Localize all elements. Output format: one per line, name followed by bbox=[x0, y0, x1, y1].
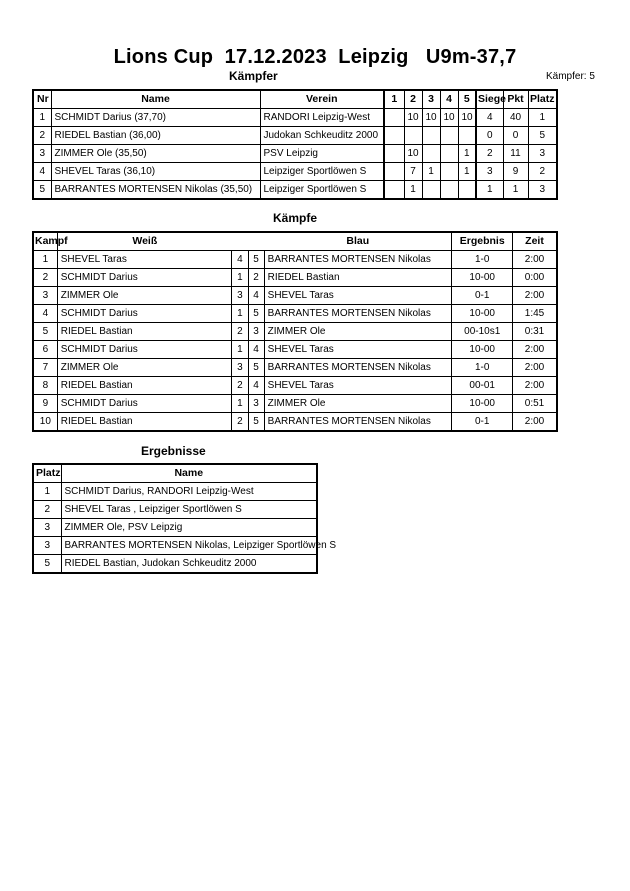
fight-white-nr: 2 bbox=[232, 377, 248, 395]
col-header-fight: Kampf bbox=[33, 232, 57, 251]
col-header-place: Platz bbox=[528, 90, 557, 109]
fighter-row bbox=[33, 109, 557, 127]
result-row bbox=[33, 501, 317, 519]
fighter-place: 1 bbox=[528, 109, 557, 127]
fight-row bbox=[33, 269, 557, 287]
fight-blue-name: ZIMMER Ole bbox=[264, 395, 452, 413]
score-cell-2: 1 bbox=[404, 181, 422, 200]
fight-white-name: ZIMMER Ole bbox=[57, 359, 232, 377]
fighter-club: PSV Leipzig bbox=[260, 145, 384, 163]
fight-time: 2:00 bbox=[513, 251, 558, 269]
col-header-name: Name bbox=[61, 464, 317, 483]
fight-white-name: RIEDEL Bastian bbox=[57, 323, 232, 341]
fight-blue-name: SHEVEL Taras bbox=[264, 341, 452, 359]
fight-white-nr: 2 bbox=[232, 323, 248, 341]
col-header-place: Platz bbox=[33, 464, 61, 483]
fight-white-name: SCHMIDT Darius bbox=[57, 341, 232, 359]
fighter-place: 2 bbox=[528, 163, 557, 181]
col-header-result: Ergebnis bbox=[452, 232, 513, 251]
score-cell-5 bbox=[458, 181, 476, 200]
fight-number: 10 bbox=[33, 413, 57, 432]
fight-result: 0-1 bbox=[452, 287, 513, 305]
fight-row bbox=[33, 359, 557, 377]
result-row bbox=[33, 555, 317, 574]
fight-row bbox=[33, 377, 557, 395]
fights-section-title: Kämpfe bbox=[273, 211, 318, 225]
fighters-table bbox=[32, 89, 558, 200]
fight-white-name: SCHMIDT Darius bbox=[57, 395, 232, 413]
fighter-row bbox=[33, 127, 557, 145]
score-cell-2: 10 bbox=[404, 109, 422, 127]
fight-blue-name: BARRANTES MORTENSEN Nikolas bbox=[264, 413, 452, 432]
fight-result: 00-10s1 bbox=[452, 323, 513, 341]
fighter-points: 1 bbox=[503, 181, 528, 200]
score-cell-3 bbox=[422, 127, 440, 145]
score-cell-5: 1 bbox=[458, 145, 476, 163]
result-name: RIEDEL Bastian, Judokan Schkeuditz 2000 bbox=[61, 555, 317, 574]
col-header-1: 1 bbox=[384, 90, 404, 109]
fighter-name: SHEVEL Taras (36,10) bbox=[51, 163, 260, 181]
fight-result: 10-00 bbox=[452, 395, 513, 413]
fighter-place: 5 bbox=[528, 127, 557, 145]
fighter-place: 3 bbox=[528, 145, 557, 163]
fight-number: 8 bbox=[33, 377, 57, 395]
fight-number: 4 bbox=[33, 305, 57, 323]
fighter-wins: 1 bbox=[476, 181, 503, 200]
score-cell-4 bbox=[440, 127, 458, 145]
fight-blue-nr: 4 bbox=[248, 377, 264, 395]
col-header-4: 4 bbox=[440, 90, 458, 109]
fight-blue-name: BARRANTES MORTENSEN Nikolas bbox=[264, 305, 452, 323]
fight-result: 1-0 bbox=[452, 359, 513, 377]
score-cell-5: 10 bbox=[458, 109, 476, 127]
fight-white-nr: 1 bbox=[232, 305, 248, 323]
result-place: 3 bbox=[33, 537, 61, 555]
fighter-points: 40 bbox=[503, 109, 528, 127]
fighter-club: Judokan Schkeuditz 2000 bbox=[260, 127, 384, 145]
fight-row bbox=[33, 323, 557, 341]
score-cell-3 bbox=[422, 145, 440, 163]
fight-time: 0:31 bbox=[513, 323, 558, 341]
fight-time: 0:00 bbox=[513, 269, 558, 287]
fighter-points: 11 bbox=[503, 145, 528, 163]
fighter-name: BARRANTES MORTENSEN Nikolas (35,50) bbox=[51, 181, 260, 200]
fight-result: 00-01 bbox=[452, 377, 513, 395]
fight-number: 2 bbox=[33, 269, 57, 287]
fight-time: 1:45 bbox=[513, 305, 558, 323]
fighter-nr: 3 bbox=[33, 145, 51, 163]
fights-table bbox=[32, 231, 558, 432]
fight-blue-nr: 5 bbox=[248, 359, 264, 377]
fight-blue-nr: 3 bbox=[248, 395, 264, 413]
fight-row bbox=[33, 341, 557, 359]
fight-number: 7 bbox=[33, 359, 57, 377]
result-place: 5 bbox=[33, 555, 61, 574]
col-header-2: 2 bbox=[404, 90, 422, 109]
fight-row bbox=[33, 413, 557, 432]
score-cell-2: 10 bbox=[404, 145, 422, 163]
result-place: 2 bbox=[33, 501, 61, 519]
fight-white-nr: 1 bbox=[232, 395, 248, 413]
score-cell-4 bbox=[440, 145, 458, 163]
result-name: ZIMMER Ole, PSV Leipzig bbox=[61, 519, 317, 537]
score-cell-4 bbox=[440, 181, 458, 200]
fight-blue-nr: 5 bbox=[248, 305, 264, 323]
score-cell-3: 10 bbox=[422, 109, 440, 127]
fighter-nr: 5 bbox=[33, 181, 51, 200]
score-cell-3 bbox=[422, 181, 440, 200]
fight-white-nr: 4 bbox=[232, 251, 248, 269]
fighter-name: ZIMMER Ole (35,50) bbox=[51, 145, 260, 163]
fight-result: 0-1 bbox=[452, 413, 513, 432]
fight-time: 2:00 bbox=[513, 341, 558, 359]
fight-number: 3 bbox=[33, 287, 57, 305]
score-cell-1 bbox=[384, 163, 404, 181]
fight-white-name: ZIMMER Ole bbox=[57, 287, 232, 305]
fight-blue-name: ZIMMER Ole bbox=[264, 323, 452, 341]
fight-number: 6 bbox=[33, 341, 57, 359]
result-name: SCHMIDT Darius, RANDORI Leipzig-West bbox=[61, 483, 317, 501]
fighters-section-title: Kämpfer bbox=[229, 69, 278, 83]
col-header-blue: Blau bbox=[264, 232, 452, 251]
fighter-club: RANDORI Leipzig-West bbox=[260, 109, 384, 127]
fight-result: 10-00 bbox=[452, 305, 513, 323]
fighters-header-row bbox=[33, 90, 557, 109]
fight-white-name: RIEDEL Bastian bbox=[57, 413, 232, 432]
score-cell-1 bbox=[384, 181, 404, 200]
fight-blue-nr: 2 bbox=[248, 269, 264, 287]
score-cell-4 bbox=[440, 163, 458, 181]
score-cell-2 bbox=[404, 127, 422, 145]
result-row bbox=[33, 537, 317, 555]
page-title: Lions Cup 17.12.2023 Leipzig U9m-37,7 bbox=[113, 46, 517, 68]
fight-blue-nr: 4 bbox=[248, 287, 264, 305]
fighter-wins: 0 bbox=[476, 127, 503, 145]
fight-result: 1-0 bbox=[452, 251, 513, 269]
fight-blue-name: SHEVEL Taras bbox=[264, 287, 452, 305]
fight-blue-nr: 3 bbox=[248, 323, 264, 341]
fighter-row bbox=[33, 181, 557, 200]
fighter-count: Kämpfer: 5 bbox=[546, 71, 595, 82]
result-place: 1 bbox=[33, 483, 61, 501]
result-name: SHEVEL Taras , Leipziger Sportlöwen S bbox=[61, 501, 317, 519]
fight-white-nr: 1 bbox=[232, 341, 248, 359]
result-place: 3 bbox=[33, 519, 61, 537]
col-header-white: Weiß bbox=[57, 232, 232, 251]
fight-blue-name: BARRANTES MORTENSEN Nikolas bbox=[264, 359, 452, 377]
fighter-name: SCHMIDT Darius (37,70) bbox=[51, 109, 260, 127]
fight-number: 9 bbox=[33, 395, 57, 413]
fighter-nr: 1 bbox=[33, 109, 51, 127]
fighter-wins: 3 bbox=[476, 163, 503, 181]
col-header-wins: Siege bbox=[476, 90, 503, 109]
fight-number: 5 bbox=[33, 323, 57, 341]
score-cell-1 bbox=[384, 127, 404, 145]
fighter-wins: 2 bbox=[476, 145, 503, 163]
col-header-nr: Nr bbox=[33, 90, 51, 109]
col-header-white-nr bbox=[232, 232, 248, 251]
score-cell-1 bbox=[384, 145, 404, 163]
fighter-place: 3 bbox=[528, 181, 557, 200]
fighter-points: 9 bbox=[503, 163, 528, 181]
fight-white-name: RIEDEL Bastian bbox=[57, 377, 232, 395]
fight-time: 2:00 bbox=[513, 359, 558, 377]
fight-result: 10-00 bbox=[452, 341, 513, 359]
fight-time: 2:00 bbox=[513, 377, 558, 395]
fight-time: 2:00 bbox=[513, 287, 558, 305]
score-cell-5 bbox=[458, 127, 476, 145]
fight-white-name: SCHMIDT Darius bbox=[57, 269, 232, 287]
col-header-points: Pkt bbox=[503, 90, 528, 109]
score-cell-4: 10 bbox=[440, 109, 458, 127]
fight-number: 1 bbox=[33, 251, 57, 269]
fighter-club: Leipziger Sportlöwen S bbox=[260, 163, 384, 181]
result-row bbox=[33, 519, 317, 537]
fighter-row bbox=[33, 163, 557, 181]
score-cell-3: 1 bbox=[422, 163, 440, 181]
col-header-5: 5 bbox=[458, 90, 476, 109]
fight-white-nr: 2 bbox=[232, 413, 248, 432]
fight-time: 2:00 bbox=[513, 413, 558, 432]
fight-blue-nr: 4 bbox=[248, 341, 264, 359]
fight-white-name: SHEVEL Taras bbox=[57, 251, 232, 269]
fighter-nr: 4 bbox=[33, 163, 51, 181]
fight-time: 0:51 bbox=[513, 395, 558, 413]
fighter-row bbox=[33, 145, 557, 163]
fight-blue-name: BARRANTES MORTENSEN Nikolas bbox=[264, 251, 452, 269]
fight-blue-nr: 5 bbox=[248, 251, 264, 269]
score-cell-1 bbox=[384, 109, 404, 127]
fighter-points: 0 bbox=[503, 127, 528, 145]
result-name: BARRANTES MORTENSEN Nikolas, Leipziger Sportlöwen S bbox=[61, 537, 317, 555]
results-header-row bbox=[33, 464, 317, 483]
fighter-nr: 2 bbox=[33, 127, 51, 145]
fight-blue-nr: 5 bbox=[248, 413, 264, 432]
fight-white-nr: 1 bbox=[232, 269, 248, 287]
col-header-club: Verein bbox=[260, 90, 384, 109]
fight-white-nr: 3 bbox=[232, 287, 248, 305]
col-header-blue-nr bbox=[248, 232, 264, 251]
fight-row bbox=[33, 287, 557, 305]
fighter-wins: 4 bbox=[476, 109, 503, 127]
result-row bbox=[33, 483, 317, 501]
fighter-club: Leipziger Sportlöwen S bbox=[260, 181, 384, 200]
fight-blue-name: RIEDEL Bastian bbox=[264, 269, 452, 287]
fight-row bbox=[33, 305, 557, 323]
col-header-time: Zeit bbox=[513, 232, 558, 251]
col-header-3: 3 bbox=[422, 90, 440, 109]
score-cell-2: 7 bbox=[404, 163, 422, 181]
results-table bbox=[32, 463, 337, 574]
score-cell-5: 1 bbox=[458, 163, 476, 181]
fight-white-name: SCHMIDT Darius bbox=[57, 305, 232, 323]
fight-row bbox=[33, 395, 557, 413]
fight-blue-name: SHEVEL Taras bbox=[264, 377, 452, 395]
fight-white-nr: 3 bbox=[232, 359, 248, 377]
fight-result: 10-00 bbox=[452, 269, 513, 287]
fight-row bbox=[33, 251, 557, 269]
col-header-name: Name bbox=[51, 90, 260, 109]
results-section-title: Ergebnisse bbox=[141, 444, 206, 458]
fighter-name: RIEDEL Bastian (36,00) bbox=[51, 127, 260, 145]
fights-header-row bbox=[33, 232, 557, 251]
